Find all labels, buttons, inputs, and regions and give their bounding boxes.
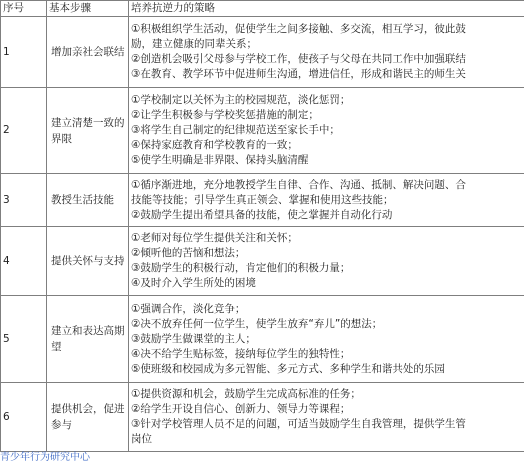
row-step: 提供关怀与支持 <box>47 227 129 296</box>
row-num: 4 <box>1 227 47 296</box>
strategy-line: 岗位 <box>131 432 524 447</box>
strategy-line: ①学校制定以关怀为主的校园规范，淡化惩罚； <box>131 93 524 108</box>
strategy-line: ②让学生积极参与学校奖惩措施的制定； <box>131 108 524 123</box>
strategy-line: ②决不放弃任何一位学生，使学生放弃“弃儿”的想法； <box>131 317 524 332</box>
strategy-line: ③鼓励学生的积极行动，肯定他们的积极力量； <box>131 261 524 276</box>
row-strategies <box>129 296 524 383</box>
row-step: 教授生活技能 <box>47 174 129 227</box>
strategy-line: ①老师对每位学生提供关注和关怀； <box>131 231 524 246</box>
strategy-line: ②创造机会吸引父母参与学校工作，使孩子与父母在共同工作中加强联结 <box>131 52 524 67</box>
strategy-line: ④保持家庭教育和学校教育的一致； <box>131 138 524 153</box>
table-row <box>1 174 524 227</box>
strategy-line: ②给学生开设自信心、创新力、领导力等课程； <box>131 402 524 417</box>
row-step: 建立清楚一致的界限 <box>47 88 129 174</box>
table-row <box>1 227 524 296</box>
strategy-line: ③鼓励学生做课堂的主人； <box>131 332 524 347</box>
strategy-line: ③针对学校管理人员不足的问题，可适当鼓励学生自我管理，提供学生管 <box>131 417 524 432</box>
row-strategies <box>129 17 524 88</box>
row-step: 提供机会，促进参与 <box>47 383 129 452</box>
header-step: 基本步骤 <box>47 1 129 17</box>
row-num: 2 <box>1 88 47 174</box>
row-num: 6 <box>1 383 47 452</box>
table-row <box>1 296 524 383</box>
row-num: 5 <box>1 296 47 383</box>
strategy-line: ④决不给学生贴标签，接纳每位学生的独特性； <box>131 347 524 362</box>
row-num: 3 <box>1 174 47 227</box>
strategy-line: ①提供资源和机会，鼓励学生完成高标准的任务； <box>131 387 524 402</box>
strategy-line: ③将学生自己制定的纪律规范送至家长手中； <box>131 123 524 138</box>
row-step: 建立和表达高期望 <box>47 296 129 383</box>
row-num: 1 <box>1 17 47 88</box>
strategy-line: ①强调合作，淡化竞争； <box>131 302 524 317</box>
strategy-line: ⑤使学生明确是非界限、保持头脑清醒 <box>131 153 524 168</box>
row-strategies <box>129 227 524 296</box>
row-strategies <box>129 383 524 452</box>
header-num: 序号 <box>1 1 47 17</box>
strategy-line: 励，建立健康的同辈关系； <box>131 37 524 52</box>
strategy-line: ②倾听他的苦恼和想法； <box>131 246 524 261</box>
table-row <box>1 383 524 452</box>
table-row <box>1 17 524 88</box>
strategy-line: ②鼓励学生提出希望具备的技能，使之掌握并自动化行动 <box>131 208 524 223</box>
footer-caption: 青少年行为研究中心 <box>0 452 90 464</box>
strategy-line: ①积极组织学生活动，促使学生之间多接触、多交流，相互学习，彼此鼓 <box>131 22 524 37</box>
header-row <box>1 1 524 17</box>
row-step: 增加亲社会联结 <box>47 17 129 88</box>
row-strategies <box>129 88 524 174</box>
table-row <box>1 88 524 174</box>
strategy-line: ④及时介入学生所处的困境 <box>131 276 524 291</box>
strategy-line: 技能等技能；引导学生真正领会、掌握和使用这些技能； <box>131 193 524 208</box>
strategy-line: ③在教育、教学环节中促进师生沟通，增进信任，形成和谐民主的师生关 <box>131 67 524 82</box>
row-strategies <box>129 174 524 227</box>
strategy-line: ⑤使班级和校园成为多元智能、多元方式、多种学生和谐共处的乐园 <box>131 362 524 377</box>
header-strategy: 培养抗逆力的策略 <box>129 1 524 17</box>
strategy-line: ①循序渐进地，充分地教授学生自律、合作、沟通、抵制、解决问题、合 <box>131 178 524 193</box>
